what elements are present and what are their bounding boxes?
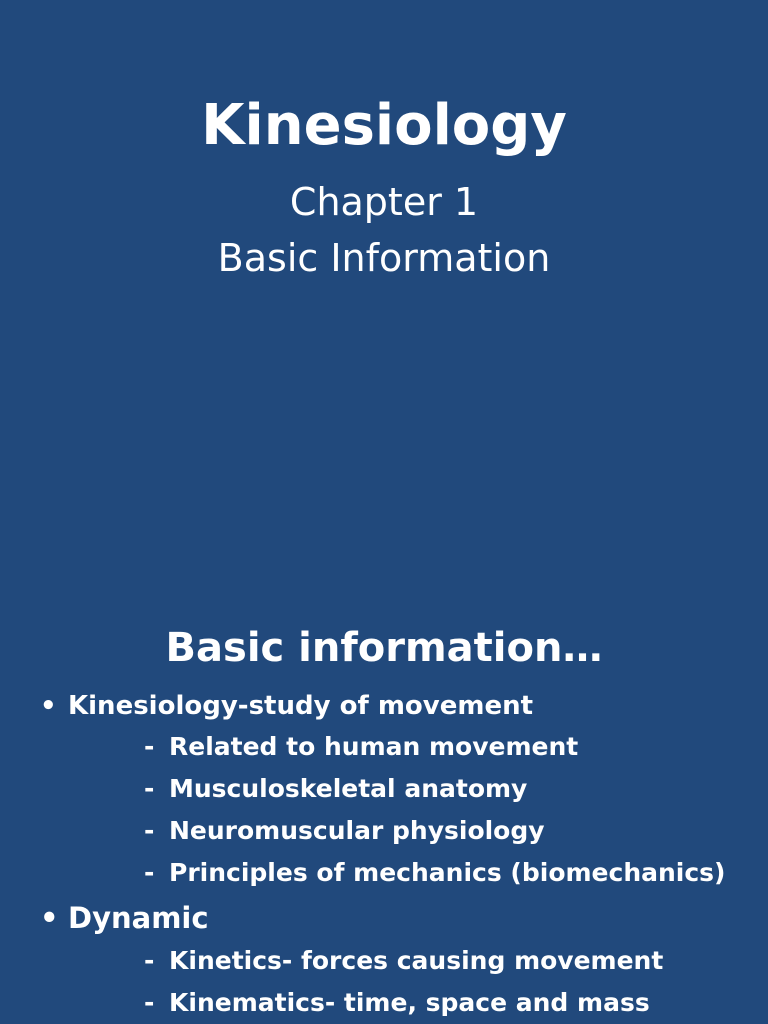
dash-icon: -	[144, 858, 155, 887]
slide-subtitle	[0, 174, 768, 286]
sub-list	[68, 940, 768, 1024]
dash-icon: -	[144, 774, 155, 803]
sub-text: Related to human movement	[169, 732, 579, 761]
sub-text: Musculoskeletal anatomy	[169, 774, 528, 803]
sub-item	[68, 768, 768, 810]
bullet-list	[0, 686, 768, 1024]
sub-text: Neuromuscular physiology	[169, 816, 545, 845]
bullet-dot-icon: •	[40, 901, 59, 935]
sub-item	[68, 982, 768, 1024]
chapter-name: Basic Information	[217, 236, 551, 280]
sub-list	[68, 726, 768, 894]
bullet-item	[0, 686, 768, 894]
sub-text: Kinematics- time, space and mass	[169, 988, 650, 1017]
dash-icon: -	[144, 732, 155, 761]
bullet-dot-icon: •	[40, 691, 57, 721]
sub-text: Kinetics- forces causing movement	[169, 946, 664, 975]
sub-text: Principles of mechanics (biomechanics)	[169, 858, 726, 887]
sub-item	[68, 940, 768, 982]
dash-icon: -	[144, 946, 155, 975]
chapter-label: Chapter 1	[289, 180, 479, 224]
bullet-item	[0, 896, 768, 1024]
content-slide	[0, 576, 768, 1024]
sub-item	[68, 810, 768, 852]
bullet-text: Kinesiology-study of movement	[68, 691, 534, 721]
content-heading: Basic information…	[165, 625, 603, 671]
dash-icon: -	[144, 816, 155, 845]
sub-item	[68, 852, 768, 894]
slide-title: Kinesiology	[201, 93, 567, 158]
bullet-text: Dynamic	[68, 901, 209, 935]
sub-item	[68, 726, 768, 768]
dash-icon: -	[144, 988, 155, 1017]
